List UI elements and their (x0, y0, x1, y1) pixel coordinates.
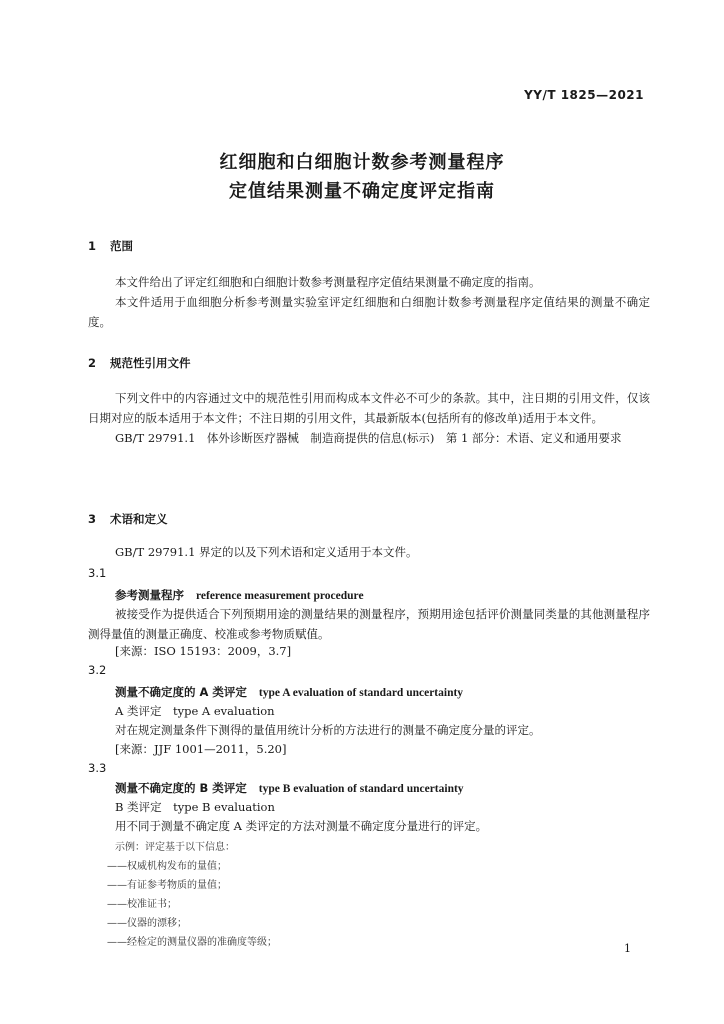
example-item: ——经检定的测量仪器的准确度等级； (107, 937, 277, 948)
term-chinese: 测量不确定度的 B 类评定 (115, 781, 247, 795)
term-source: [来源：ISO 15193：2009，3.7] (115, 644, 292, 658)
section-title: 范围 (110, 239, 134, 253)
definition-text: 被接受作为提供适合下列预期用途的测量结果的测量程序，预期用途包括评价测量同类量的其他测量程序测得量值的测量正确度、校准或参考物质赋值。 (88, 607, 650, 641)
term-english: type A evaluation of standard uncertainty (258, 687, 464, 699)
term-chinese: 参考测量程序 (115, 588, 184, 602)
document-title-line2: 定值结果测量不确定度评定指南 (229, 181, 495, 202)
term-english: reference measurement procedure (196, 590, 364, 602)
term-definition (88, 604, 650, 644)
section-2-heading (88, 355, 191, 371)
term-chinese: 测量不确定度的 A 类评定 (115, 685, 247, 699)
definition-text: 用不同于测量不确定度 A 类评定的方法对测量不确定度分量进行的评定。 (115, 819, 488, 833)
term-number: 3.3 (88, 761, 107, 775)
section-number: 2 (88, 356, 97, 370)
section-1-body (88, 272, 650, 332)
term-admitted: B 类评定 type B evaluation (115, 800, 275, 814)
term-admitted: A 类评定 type A evaluation (115, 704, 275, 718)
term-entry (115, 684, 463, 700)
section-3-intro: GB/T 29791.1 界定的以及下列术语和定义适用于本文件。 (115, 545, 418, 559)
section-title: 术语和定义 (110, 512, 168, 526)
example-item: ——仪器的漂移； (107, 918, 187, 929)
example-item: ——权威机构发布的量值； (107, 861, 227, 872)
example-lead: 示例：评定基于以下信息： (115, 842, 235, 853)
section-3-heading (88, 511, 168, 527)
term-entry (115, 587, 364, 603)
paragraph: 下列文件中的内容通过文中的规范性引用而构成本文件必不可少的条款。其中，注日期的引用文件，仅该日期对应的版本适用于本文件；不注日期的引用文件，其最新版本(包括所有的修改单)适用于本文件。 (88, 391, 650, 425)
section-number: 3 (88, 512, 97, 526)
section-1-heading (88, 238, 133, 254)
normative-reference: GB/T 29791.1 体外诊断医疗器械 制造商提供的信息(标示) 第 1 部分：术语、定义和通用要求 (115, 431, 622, 445)
definition-text: 对在规定测量条件下测得的量值用统计分析的方法进行的测量不确定度分量的评定。 (115, 723, 541, 737)
term-source: [来源：JJF 1001—2011，5.20] (115, 742, 287, 756)
paragraph: 本文件适用于血细胞分析参考测量实验室评定红细胞和白细胞计数参考测量程序定值结果的测量不确定度。 (88, 295, 650, 329)
example-item: ——有证参考物质的量值； (107, 880, 227, 891)
section-number: 1 (88, 239, 97, 253)
document-title-line1: 红细胞和白细胞计数参考测量程序 (219, 152, 505, 173)
example-item: ——校准证书； (107, 899, 177, 910)
term-english: type B evaluation of standard uncertainty (258, 783, 464, 795)
paragraph: 本文件给出了评定红细胞和白细胞计数参考测量程序定值结果测量不确定度的指南。 (115, 275, 541, 289)
term-entry (115, 780, 464, 796)
section-title: 规范性引用文件 (110, 356, 191, 370)
term-number: 3.1 (88, 566, 107, 580)
term-number: 3.2 (88, 663, 107, 677)
section-2-body (88, 388, 650, 448)
standard-code: YY/T 1825—2021 (524, 88, 644, 102)
page-number: 1 (624, 942, 631, 955)
